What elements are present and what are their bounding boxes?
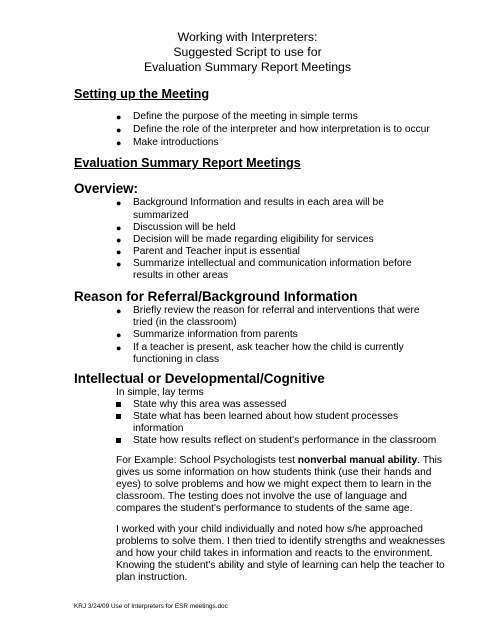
document-title-line-1: Working with Interpreters: [177, 30, 318, 44]
setup-heading: Setting up the Meeting [74, 87, 210, 101]
referral-line: functioning in class [133, 354, 220, 365]
bullet-icon: ● [116, 330, 122, 340]
esr-heading: Evaluation Summary Report Meetings [74, 156, 301, 170]
bullet-icon: ● [116, 198, 122, 208]
bullet-icon: ● [116, 247, 122, 257]
paragraph-line: problems to solve them. I then tried to identify strengths and weaknesses [116, 536, 446, 547]
intellectual-line: State how results reflect on student's performance in the classroom [133, 435, 437, 446]
paragraph-line: Knowing the student's ability and style of learning can help the teacher to [116, 560, 445, 571]
document-title-line-2: Suggested Script to use for [173, 45, 322, 59]
square-bullet-icon [116, 414, 121, 419]
intellectual-heading: Intellectual or Developmental/Cognitive [74, 371, 325, 386]
overview-heading: Overview: [74, 181, 139, 196]
example-line-1 [116, 455, 442, 468]
example-line: eyes) to solve problems and how we might expect them to learn in the [116, 479, 432, 490]
referral-line: Briefly review the reason for referral and interventions that were [133, 305, 420, 316]
document-title-line-3: Evaluation Summary Report Meetings [143, 60, 352, 74]
bullet-icon: ● [116, 235, 122, 245]
example-line: compares the student's performance to students of the same age. [116, 503, 413, 514]
example-text: . This [417, 455, 442, 466]
bullet-icon: ● [116, 343, 122, 353]
referral-line: Summarize information from parents [133, 329, 298, 340]
overview-line: Discussion will be held [133, 222, 236, 233]
referral-line: tried (in the classroom) [133, 317, 237, 328]
bullet-icon: ● [116, 223, 122, 233]
setup-item: Define the role of the interpreter and how interpretation is to occur [133, 124, 430, 135]
square-bullet-icon [116, 402, 121, 407]
square-bullet-icon [116, 438, 121, 443]
bullet-icon: ● [116, 259, 122, 269]
overview-line: Background Information and results in each area will be [133, 197, 384, 208]
example-bold-text: nonverbal manual ability [297, 455, 418, 466]
overview-line: summarized [133, 210, 189, 221]
bullet-icon: ● [116, 125, 122, 135]
example-line: gives us some information on how students think (use their hands and [116, 467, 432, 478]
intellectual-line: information [133, 423, 184, 434]
bullet-icon: ● [116, 112, 122, 122]
overview-line: Parent and Teacher input is essential [133, 246, 300, 257]
overview-line: Summarize intellectual and communication information before [133, 258, 412, 269]
referral-line: If a teacher is present, ask teacher how the child is currently [133, 342, 404, 353]
example-text: For Example: School Psychologists test [116, 455, 298, 466]
paragraph-line: plan instruction. [116, 572, 188, 583]
overview-line: results in other areas [133, 270, 229, 281]
intellectual-intro: In simple, lay terms [116, 387, 204, 398]
example-line: classroom. The testing does not involve the use of language and [116, 491, 407, 502]
referral-heading: Reason for Referral/Background Information [74, 289, 358, 304]
paragraph-line: and how your child takes in information and reacts to the environment. [116, 548, 433, 559]
paragraph-line: I worked with your child individually and noted how s/he approached [116, 524, 423, 535]
bullet-icon: ● [116, 138, 122, 148]
setup-item: Define the purpose of the meeting in simple terms [133, 111, 358, 122]
intellectual-line: State what has been learned about how student processes [133, 411, 399, 422]
intellectual-line: State why this area was assessed [133, 399, 287, 410]
setup-item: Make introductions [133, 137, 219, 148]
document-footer: KRJ 3/24/09 Use of Interpreters for ESR meetings.doc [74, 603, 228, 610]
overview-line: Decision will be made regarding eligibility for services [133, 234, 374, 245]
bullet-icon: ● [116, 306, 122, 316]
